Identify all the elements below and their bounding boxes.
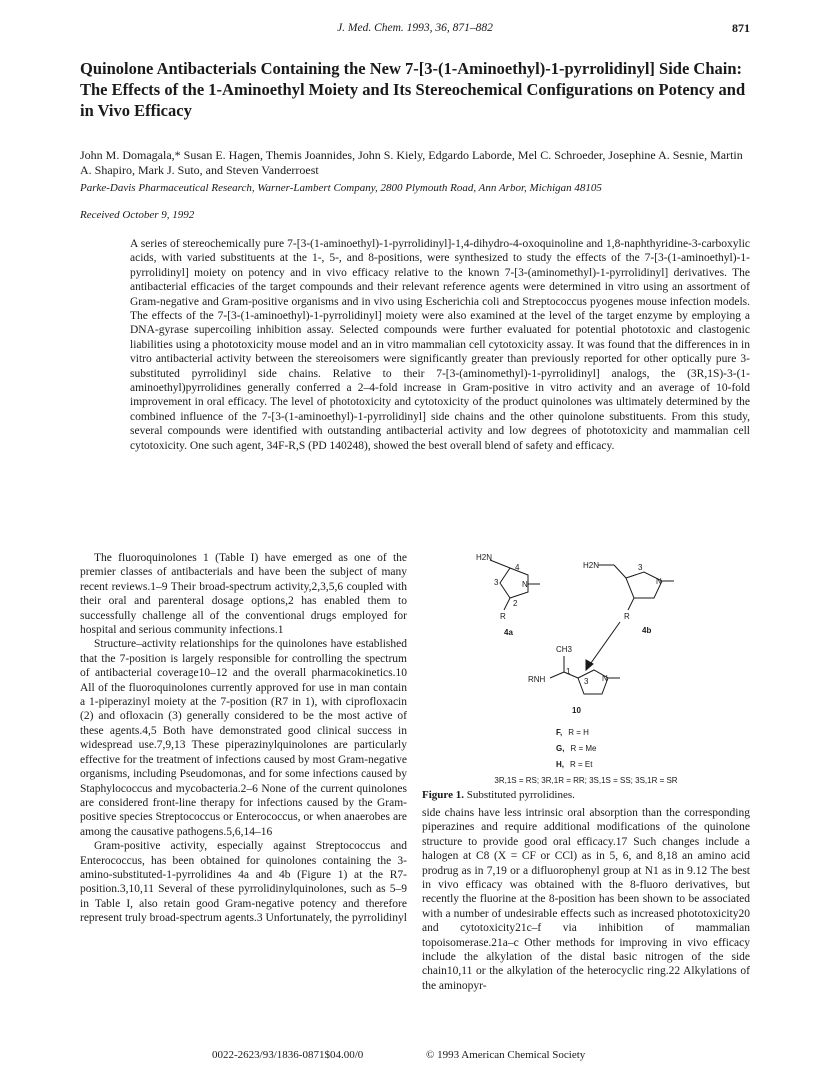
r-group-text: R = Me: [570, 744, 597, 753]
bond-4b-r: [628, 598, 634, 610]
compound-id-4b: 4b: [642, 626, 652, 635]
compound-id-10: 10: [572, 706, 581, 715]
position-label: 1: [566, 667, 571, 676]
page-number: 871: [732, 21, 750, 35]
amine-label-4b: H2N: [583, 561, 600, 570]
left-column: [80, 551, 407, 926]
bond-4a-nh2: [490, 560, 510, 568]
r-group-id: F,: [556, 728, 563, 737]
nitrogen-label: N: [522, 580, 528, 589]
stereochemistry-key: 3R,1S = RS; 3R,1R = RR; 3S,1S = SS; 3S,1R = SR: [494, 776, 678, 785]
affiliation: Parke-Davis Pharmaceutical Research, Warner-Lambert Company, 2800 Plymouth Road, Ann Arbor, Michigan 48105: [80, 182, 602, 194]
received-date: Received October 9, 1992: [80, 209, 195, 221]
position-label: 4: [515, 563, 520, 572]
r-group-definition: [556, 744, 596, 753]
position-label: 3: [638, 563, 643, 572]
r-group-label: R: [500, 612, 506, 621]
nitrogen-label: N: [602, 674, 608, 683]
r-group-text: R = Et: [570, 760, 593, 769]
r-group-definition: [556, 728, 589, 737]
position-label: 3: [584, 677, 589, 686]
nitrogen-label: N: [656, 577, 662, 586]
caption-label: Figure 1.: [422, 789, 464, 801]
methyl-label: CH3: [556, 645, 573, 654]
position-label: 2: [513, 599, 518, 608]
r-group-text: R = H: [568, 728, 589, 737]
caption-text: Substituted pyrrolidines.: [466, 789, 575, 801]
figure-caption: [422, 789, 750, 801]
article-title: Quinolone Antibacterials Containing the New 7-[3-(1-Aminoethyl)-1-pyrrolidinyl] Side Chain: The Effects of the 1-Aminoethyl Moiety and Its Stereochemical Configurations on Potency and in Vivo Efficacy: [80, 59, 746, 120]
position-label: 3: [494, 578, 499, 587]
bond-4b-ch2: [614, 565, 626, 578]
r-group-id: G,: [556, 744, 565, 753]
body-paragraph: Structure–activity relationships for the quinolones have established that the 7-position is largely responsible for controlling the spectrum of antibacterial coverage10–12 and the overall pharmacokinetics.10 All of the fluoroquinolones currently approved for use in man contain a 1-piperazinyl moiety at the 7-position (R7 in 1), with ciprofloxacin (2) and ofloxacin (3) generally considered to be the most active of these agents.4,5 Both have demonstrated good clinical success in widespread use.7,9,13 These piperazinylquinolones are particularly effective for the treatment of infections caused by most Gram-negative organisms, including Pseudomonas, and for some infections caused by Staphylococcus and mycobacteria.2–6 None of the current quinolones are considered front-line therapy for infections caused by the Gram-positive species Streptococcus or Enterococcus, or when anaerobes are among the causative pathogens.5,6,14–16: [80, 638, 407, 838]
author-list: John M. Domagala,* Susan E. Hagen, Themis Joannides, John S. Kiely, Edgardo Laborde, Mel C. Schroeder, Josephine A. Sesnie, Martin A. Shapiro, Mark J. Suto, and Steven Vanderroest: [80, 148, 743, 177]
right-column-text: side chains have less intrinsic oral absorption than the corresponding piperazines and require additional modifications of the quinolone structure to provide good oral efficacy.17 Such changes include a halogen at C8 (X = CF or CCl) as in 5, 6, and 8,18 an amino acid prodrug as in 7,19 or a difluorophenyl group at N1 as in 9.12 The best in vivo efficacy was obtained with the 8-fluoro derivatives, but recently the fluorine at the 8-position has been shown to be associated with a number of undesirable effects such as increased phototoxicity20 and cytotoxicity21c–f via inhibition of mammalian topoisomerase.21a–c Other methods for improving in vivo efficacy include the alkylation of the distal basic nitrogen of the side chain10,11 or the alkylation of the heterocyclic ring.22 Alkylations of the aminopyr-: [422, 807, 750, 992]
r-group-label: R: [624, 612, 630, 621]
running-head: J. Med. Chem. 1993, 36, 871–882: [337, 22, 493, 34]
amine-label-4a: H2N: [476, 553, 493, 562]
abstract: A series of stereochemically pure 7-[3-(1-aminoethyl)-1-pyrrolidinyl]-1,4-dihydro-4-oxoquinoline and 1,8-naphthyridine-3-carboxylic acids, with varied substituents at the 1-, 5-, and 8-positions, were synthesized to study the effects of the 7-[3-(1-aminoethyl)-1-pyrrolidinyl] moiety on potency and in vivo efficacy relative to the known 7-[3-(aminomethyl)-1-pyrrolidinyl] derivatives. The antibacterial efficacies of the target compounds and their relevant reference agents were determined in vitro using an assortment of Gram-negative and Gram-positive organisms and in vivo using Escherichia coli and Streptococcus pyogenes mouse infection models. The effects of the 7-[3-(1-aminoethyl)-1-pyrrolidinyl] moiety were also examined at the level of the target enzyme by employing a DNA-gyrase supercoiling inhibition assay. Selected compounds were further evaluated for potential phototoxic and clastogenic liabilities using a phototoxicity mouse model and an in vitro mammalian cell cytotoxicity assay. It was found that the differences in in vitro antibacterial activity between the stereoisomers were significantly greater than previously reported for other optically pure 3-substituted pyrrolidinyl side chains. Relative to their 7-[3-(aminomethyl)-1-pyrrolidinyl] analogs, the (3R,1S)-3-(1-aminoethyl)pyrrolidines generally conferred a 2–4-fold increase in Gram-positive in vitro activity and an average of 10-fold improvement in oral efficacy. The level of phototoxicity and cytotoxicity of the product quinolones was ultimately determined by the combined influence of the 7-[3-(1-aminoethyl)-1-pyrrolidinyl] side chains and the other quinolone substituents. From this study, several compounds were identified with outstanding antibacterial activity and low degrees of phototoxicity and mammalian cell cytotoxicity. One such agent, 34F-R,S (PD 140248), showed the best overall blend of safety and efficacy.: [130, 238, 750, 452]
body-paragraph: The fluoroquinolones 1 (Table I) have emerged as one of the premier classes of antibacterials and have been the subject of many recent reviews.1–9 Their broad-spectrum activity,2,3,5,6 coupled with their oral and parenteral dosage options,2 has enabled them to successfully challenge all of the conventional drugs employed for hospital and serious community infections.1: [80, 552, 407, 637]
r-group-id: H,: [556, 760, 564, 769]
bond-4a-r: [504, 598, 510, 610]
body-paragraph: Gram-positive activity, especially against Streptococcus and Enterococcus, has been obtained for quinolones containing the 3-amino-substituted-1-pyrrolidines 4a and 4b (Figure 1) at the R7-position.3,10,11 Several of these pyrrolidinylquinolones, such as 5–9 in Table I, also retain good Gram-negative potency and therefore represent truly broad-spectrum agents.3 Unfortunately, the pyrrolidinyl: [80, 840, 407, 925]
r-group-definition: [556, 760, 592, 769]
amine-label-10: RNH: [528, 675, 546, 684]
compound-id-4a: 4a: [504, 628, 513, 637]
bond-10-nh: [550, 672, 564, 678]
copyright: © 1993 American Chemical Society: [426, 1049, 586, 1061]
article-code: 0022-2623/93/1836-0871$04.00/0: [212, 1049, 364, 1061]
